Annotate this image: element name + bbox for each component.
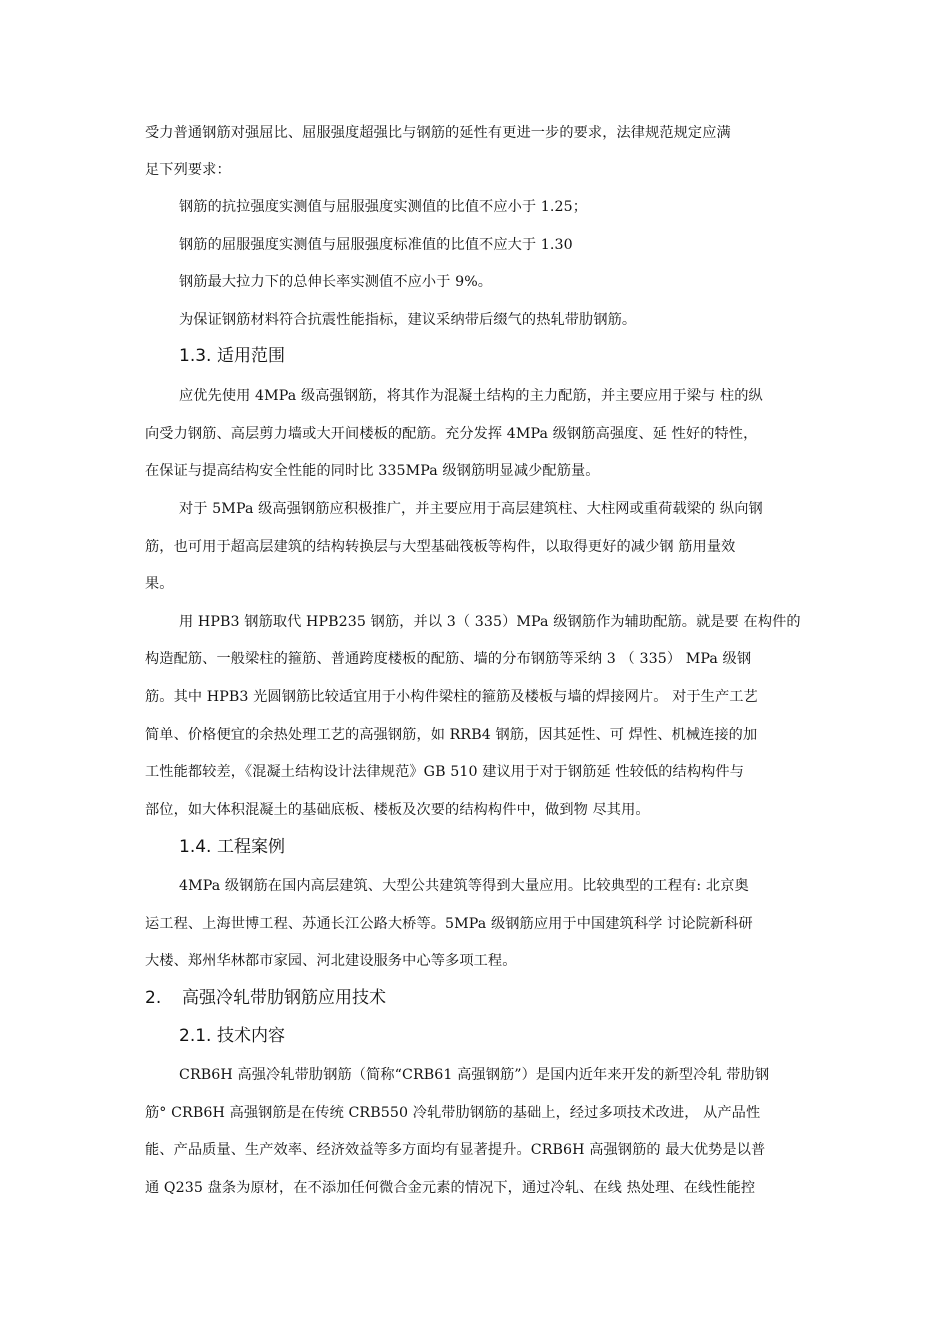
- paragraph-line: 果。: [145, 576, 174, 592]
- paragraph-line: 筋° CRB6H 高强钢筋是在传统 CRB550 冷轧带肋钢筋的基础上，经过多项技术改进， 从产品性: [145, 1105, 761, 1121]
- requirement-1: 钢筋的抗拉强度实测值与屈服强度实测值的比值不应小于 1.25；: [179, 199, 588, 215]
- recommendation-line: 为保证钢筋材料符合抗震性能指标，建议采纳带后缀气的热轧带肋钢筋。: [179, 312, 637, 328]
- heading-2: [145, 987, 386, 1009]
- paragraph-line: 应优先使用 4MPa 级高强钢筋，将其作为混凝土结构的主力配筋，并主要应用于梁与 柱的纵: [179, 388, 763, 404]
- requirement-2: 钢筋的屈服强度实测值与屈服强度标准值的比值不应大于 1.30: [179, 237, 573, 253]
- heading-number: 1.3.: [179, 346, 212, 366]
- paragraph-line: 筋，也可用于超高层建筑的结构转换层与大型基础筏板等构件，以取得更好的减少钢 筋用量效: [145, 539, 736, 555]
- heading-title: 适用范围: [217, 346, 285, 366]
- paragraph-line: 构造配筋、一般梁柱的箍筋、普通跨度楼板的配筋、墙的分布钢筋等采纳 3 （ 335） MPa 级钢: [145, 651, 752, 667]
- paragraph-line: 部位，如大体积混凝土的基础底板、楼板及次要的结构构件中，做到物 尽其用。: [145, 802, 650, 818]
- paragraph-line: 大楼、郑州华林都市家园、河北建设服务中心等多项工程。: [145, 953, 517, 969]
- heading-number: 2.1.: [179, 1026, 212, 1046]
- paragraph-line: 能、产品质量、生产效率、经济效益等多方面均有显著提升。CRB6H 高强钢筋的 最大优势是以普: [145, 1142, 766, 1158]
- paragraph-line: 向受力钢筋、高层剪力墙或大开间楼板的配筋。充分发挥 4MPa 级钢筋高强度、延 性好的特性，: [145, 426, 758, 442]
- intro-line-2: 足下列要求：: [145, 162, 231, 178]
- paragraph-line: 通 Q235 盘条为原材，在不添加任何微合金元素的情况下，通过冷轧、在线 热处理、在线性能控: [145, 1180, 756, 1196]
- requirement-3: 钢筋最大拉力下的总伸长率实测值不应小于 9%。: [179, 274, 493, 290]
- paragraph-line: CRB6H 高强冷轧带肋钢筋（简称“CRB61 高强钢筋”）是国内近年来开发的新型冷轧 带肋钢: [179, 1067, 770, 1083]
- heading-title: 工程案例: [217, 837, 285, 857]
- heading-title: 高强冷轧带肋钢筋应用技术: [182, 988, 386, 1008]
- paragraph-line: 筋。其中 HPB3 光圆钢筋比较适宜用于小构件梁柱的箍筋及楼板与墙的焊接网片。 对于生产工艺: [145, 689, 758, 705]
- paragraph-line: 用 HPB3 钢筋取代 HPB235 钢筋，并以 3（ 335）MPa 级钢筋作为辅助配筋。就是要 在构件的: [179, 614, 801, 630]
- paragraph-line: 简单、价格便宜的余热处理工艺的高强钢筋，如 RRB4 钢筋，因其延性、可 焊性、机械连接的加: [145, 727, 758, 743]
- paragraph-line: 4MPa 级钢筋在国内高层建筑、大型公共建筑等得到大量应用。比较典型的工程有: 北京奥: [179, 878, 749, 894]
- heading-1-4: [179, 836, 285, 858]
- heading-2-1: [179, 1025, 285, 1047]
- intro-line-1: 受力普通钢筋对强屈比、屈服强度超强比与钢筋的延性有更进一步的要求，法律规范规定应满: [145, 125, 731, 141]
- heading-number: 2.: [145, 988, 162, 1008]
- heading-number: 1.4.: [179, 837, 212, 857]
- paragraph-line: 对于 5MPa 级高强钢筋应积极推广，并主要应用于高层建筑柱、大柱网或重荷载梁的 纵向钢: [179, 501, 763, 517]
- heading-1-3: [179, 345, 285, 367]
- paragraph-line: 工性能都较差，《混凝土结构设计法律规范》GB 510 建议用于对于钢筋延 性较低的结构构件与: [145, 764, 744, 780]
- paragraph-line: 在保证与提高结构安全性能的同时比 335MPa 级钢筋明显减少配筋量。: [145, 463, 600, 479]
- paragraph-line: 运工程、上海世博工程、苏通长江公路大桥等。5MPa 级钢筋应用于中国建筑科学 讨论院新科研: [145, 916, 753, 932]
- heading-title: 技术内容: [217, 1026, 285, 1046]
